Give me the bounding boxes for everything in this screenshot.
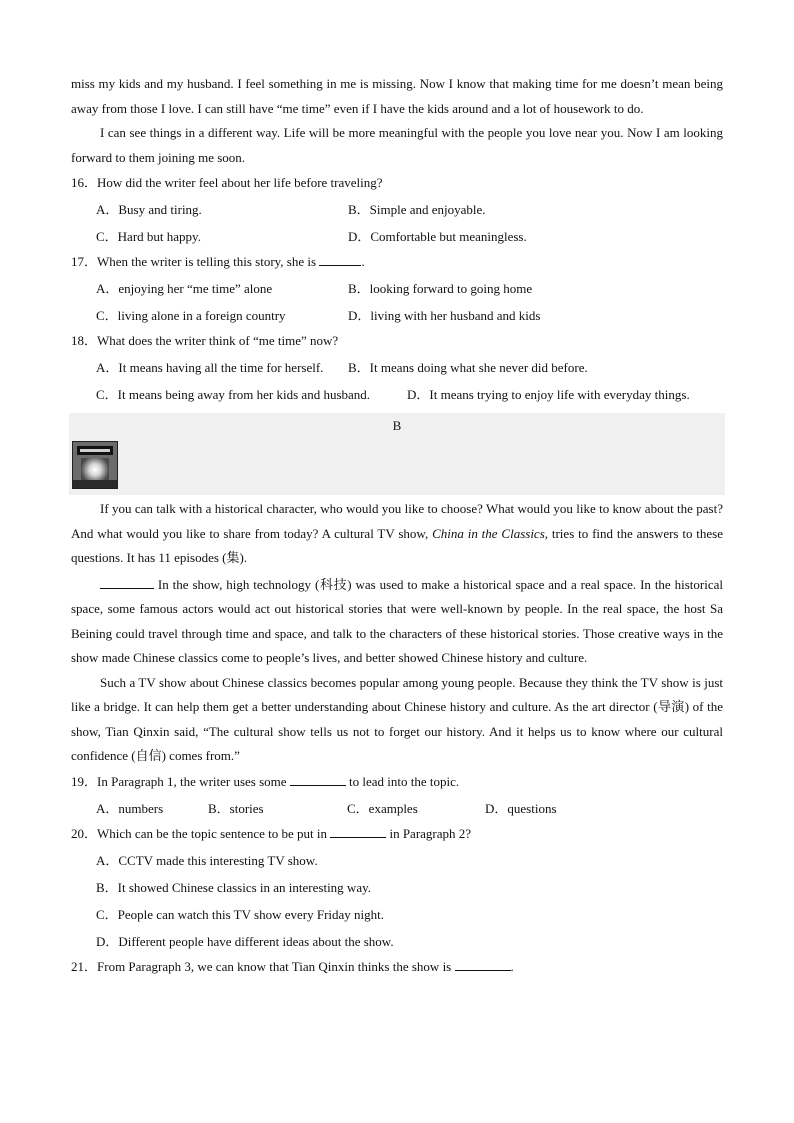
question-number: 18． xyxy=(71,333,98,348)
show-title: China in the Classics xyxy=(432,525,545,541)
question-stem: Which can be the topic sentence to be put in xyxy=(97,825,327,841)
poster-thumbnail-image xyxy=(72,441,118,489)
option-c[interactable]: C．Hard but happy. xyxy=(96,229,201,244)
question-19 xyxy=(71,770,723,794)
option-a[interactable]: A．enjoying her “me time” alone xyxy=(96,281,273,296)
paragraph-text: , tries to find the answers to these questions. It has 11 episodes (集). xyxy=(71,525,724,565)
poster-title-band xyxy=(77,446,113,455)
option-d[interactable]: D．Comfortable but meaningless. xyxy=(348,229,527,244)
question-16 xyxy=(71,171,723,195)
options-row xyxy=(71,794,723,821)
passage-b-paragraph-1 xyxy=(71,497,723,571)
option-d[interactable]: D．living with her husband and kids xyxy=(348,308,541,323)
answer-blank[interactable] xyxy=(455,958,511,971)
options-row xyxy=(71,846,723,873)
question-20 xyxy=(71,822,723,846)
worksheet-page xyxy=(71,72,723,979)
options-row xyxy=(71,301,723,328)
question-21 xyxy=(71,955,723,979)
option-d[interactable]: D．It means trying to enjoy life with everyday things. xyxy=(407,387,690,402)
question-number: 20． xyxy=(71,825,98,841)
question-number: 19． xyxy=(71,773,98,789)
answer-blank[interactable] xyxy=(290,773,346,786)
options-row xyxy=(71,195,723,222)
topic-sentence-blank[interactable] xyxy=(100,576,154,589)
option-d[interactable]: D．Different people have different ideas about the show. xyxy=(96,933,394,949)
question-stem: What does the writer think of “me time” now? xyxy=(97,333,339,348)
answer-blank[interactable] xyxy=(330,825,386,838)
question-stem: From Paragraph 3, we can know that Tian Qinxin thinks the show is xyxy=(97,958,452,974)
option-a[interactable]: A．CCTV made this interesting TV show. xyxy=(96,852,318,868)
option-c[interactable]: C．It means being away from her kids and husband. xyxy=(96,387,371,402)
passage-a-paragraph: miss my kids and my husband. I feel something in me is missing. Now I know that making time for me doesn’t mean being away from those I love. I can still have “me time” even if I have the kids around and a lot of housework to do. xyxy=(71,76,723,116)
question-stem: In Paragraph 1, the writer uses some xyxy=(97,773,287,789)
options-row xyxy=(71,900,723,927)
question-stem-end: in Paragraph 2? xyxy=(389,825,472,841)
options-row xyxy=(71,927,723,954)
question-stem: When the writer is telling this story, she is xyxy=(97,254,317,269)
option-b[interactable]: B．It showed Chinese classics in an interesting way. xyxy=(96,879,371,895)
options-row xyxy=(71,222,723,249)
question-number: 17． xyxy=(71,254,98,269)
option-a[interactable]: A．Busy and tiring. xyxy=(96,202,202,217)
section-b-header xyxy=(69,413,725,495)
passage-a-paragraph: I can see things in a different way. Life will be more meaningful with the people you love near you. Now I am looking forward to them joining me soon. xyxy=(71,125,723,165)
option-b[interactable]: B．It means doing what she never did before. xyxy=(348,360,588,375)
question-stem-end: . xyxy=(510,958,514,974)
question-stem-end: . xyxy=(361,254,365,269)
paragraph-text: If you can talk with a historical character, who would you like to choose? What would you like to know about the past? And what would you like to share from today? A cultural TV show, xyxy=(71,501,723,541)
option-c[interactable]: C．People can watch this TV show every Friday night. xyxy=(96,906,385,922)
option-a[interactable]: A．numbers xyxy=(96,800,164,816)
passage-b-paragraph-3: Such a TV show about Chinese classics becomes popular among young people. Because they think the TV show is just like a bridge. It can help them get a better understanding about Chinese history and culture. As the art director (导演) of the show, Tian Qinxin said, “The cultural show tells us not to forget our history. And it helps us to know where our cultural confidence (自信) comes from.” xyxy=(71,674,723,763)
paragraph-text: In the show, high technology (科技) was used to make a historical space and a real space. In the historical space, some famous actors would act out historical stories that were well-known by people. In the real space, the host Sa Beining could travel through time and space, and talk to the characters of these historical stories. Those creative ways in the show made Chinese classics come to people’s lives, and better showed Chinese history and culture. xyxy=(71,576,723,665)
option-b[interactable]: B．stories xyxy=(208,800,264,816)
option-c[interactable]: C．living alone in a foreign country xyxy=(96,308,286,323)
options-row xyxy=(71,873,723,900)
section-letter: B xyxy=(392,418,402,433)
question-17 xyxy=(71,250,723,274)
question-stem: How did the writer feel about her life before traveling? xyxy=(97,175,383,190)
question-stem-end: to lead into the topic. xyxy=(349,773,460,789)
poster-base xyxy=(73,480,117,488)
option-d[interactable]: D．questions xyxy=(485,800,557,816)
question-number: 16． xyxy=(71,175,98,190)
passage-b-paragraph-2 xyxy=(71,573,723,671)
option-a[interactable]: A．It means having all the time for herself. xyxy=(96,360,324,375)
option-c[interactable]: C．examples xyxy=(347,800,418,816)
option-b[interactable]: B．looking forward to going home xyxy=(348,281,533,296)
option-b[interactable]: B．Simple and enjoyable. xyxy=(348,202,486,217)
answer-blank[interactable] xyxy=(319,253,361,266)
options-row xyxy=(71,274,723,301)
question-number: 21． xyxy=(71,958,98,974)
options-row xyxy=(71,353,723,380)
question-18 xyxy=(71,329,723,353)
options-row xyxy=(71,380,723,407)
